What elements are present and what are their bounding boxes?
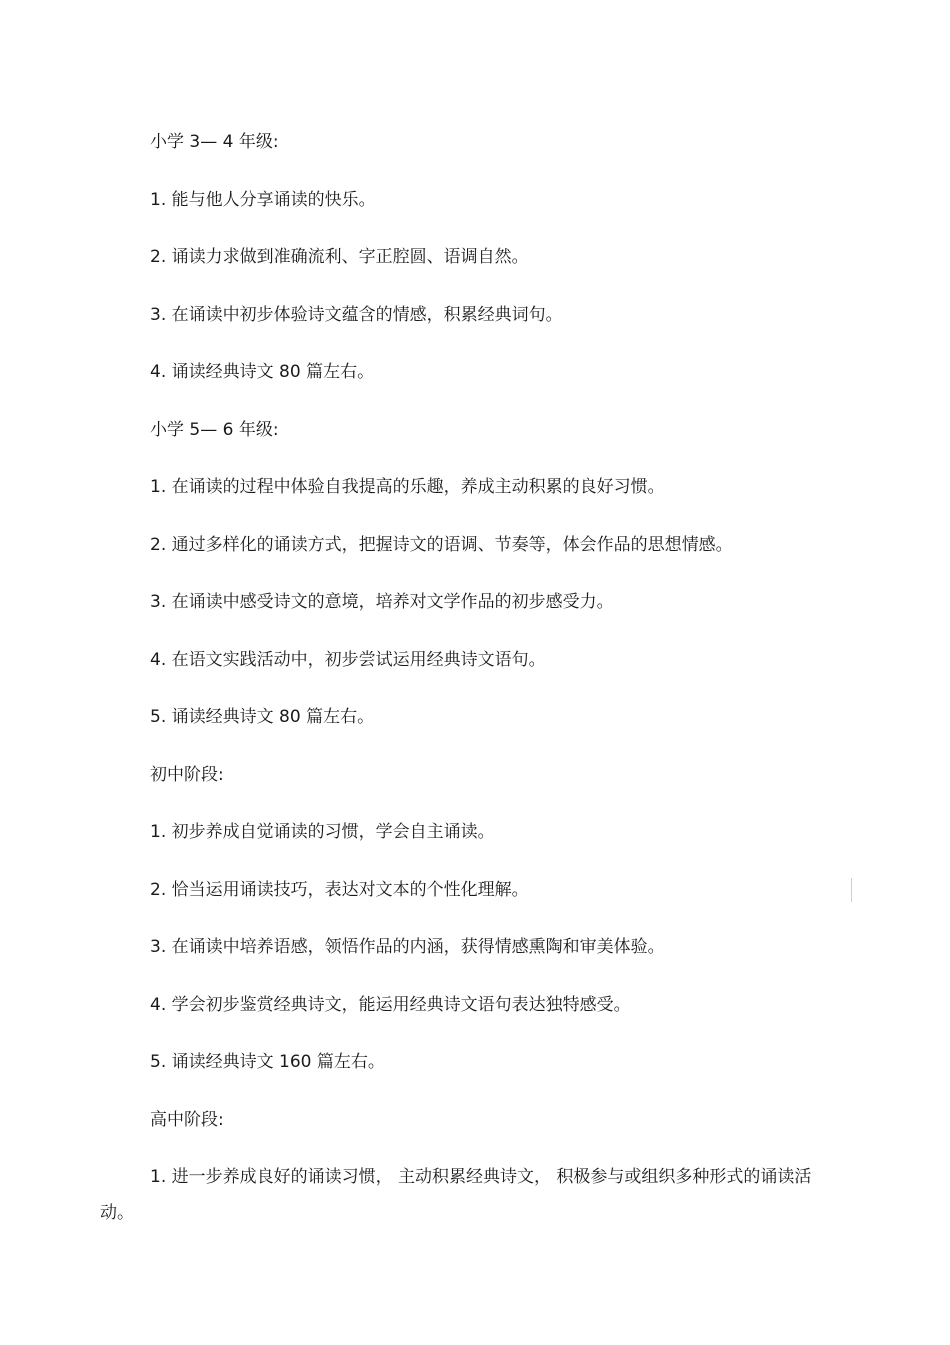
section-heading-senior-high: 高中阶段: [150, 1110, 224, 1130]
list-item: 5. 诵读经典诗文 80 篇左右。 [150, 707, 375, 727]
list-item: 1. 在诵读的过程中体验自我提高的乐趣，养成主动积累的良好习惯。 [150, 477, 665, 497]
page-edge-mark [851, 878, 852, 902]
list-item: 1. 能与他人分享诵读的快乐。 [150, 190, 376, 210]
list-item: 1. 初步养成自觉诵读的习惯，学会自主诵读。 [150, 822, 495, 842]
list-item: 2. 通过多样化的诵读方式，把握诗文的语调、节奏等，体会作品的思想情感。 [150, 535, 733, 555]
section-heading-primary-3-4: 小学 3— 4 年级: [150, 132, 279, 152]
list-item-wrapped: 1. 进一步养成良好的诵读习惯， 主动积累经典诗文， 积极参与或组织多种形式的诵读活动。 [100, 1167, 812, 1223]
list-item: 2. 诵读力求做到准确流利、字正腔圆、语调自然。 [150, 247, 529, 267]
section-heading-primary-5-6: 小学 5— 6 年级: [150, 420, 279, 440]
list-item: 3. 在诵读中培养语感，领悟作品的内涵，获得情感熏陶和审美体验。 [150, 937, 665, 957]
list-item: 3. 在诵读中感受诗文的意境，培养对文学作品的初步感受力。 [150, 592, 614, 612]
list-item: 2. 恰当运用诵读技巧，表达对文本的个性化理解。 [150, 880, 529, 900]
list-item: 4. 学会初步鉴赏经典诗文，能运用经典诗文语句表达独特感受。 [150, 995, 631, 1015]
section-heading-junior-high: 初中阶段: [150, 765, 224, 785]
list-item: 3. 在诵读中初步体验诗文蕴含的情感，积累经典词句。 [150, 305, 563, 325]
list-item: 5. 诵读经典诗文 160 篇左右。 [150, 1052, 385, 1072]
list-item: 4. 在语文实践活动中，初步尝试运用经典诗文语句。 [150, 650, 546, 670]
list-item: 4. 诵读经典诗文 80 篇左右。 [150, 362, 375, 382]
